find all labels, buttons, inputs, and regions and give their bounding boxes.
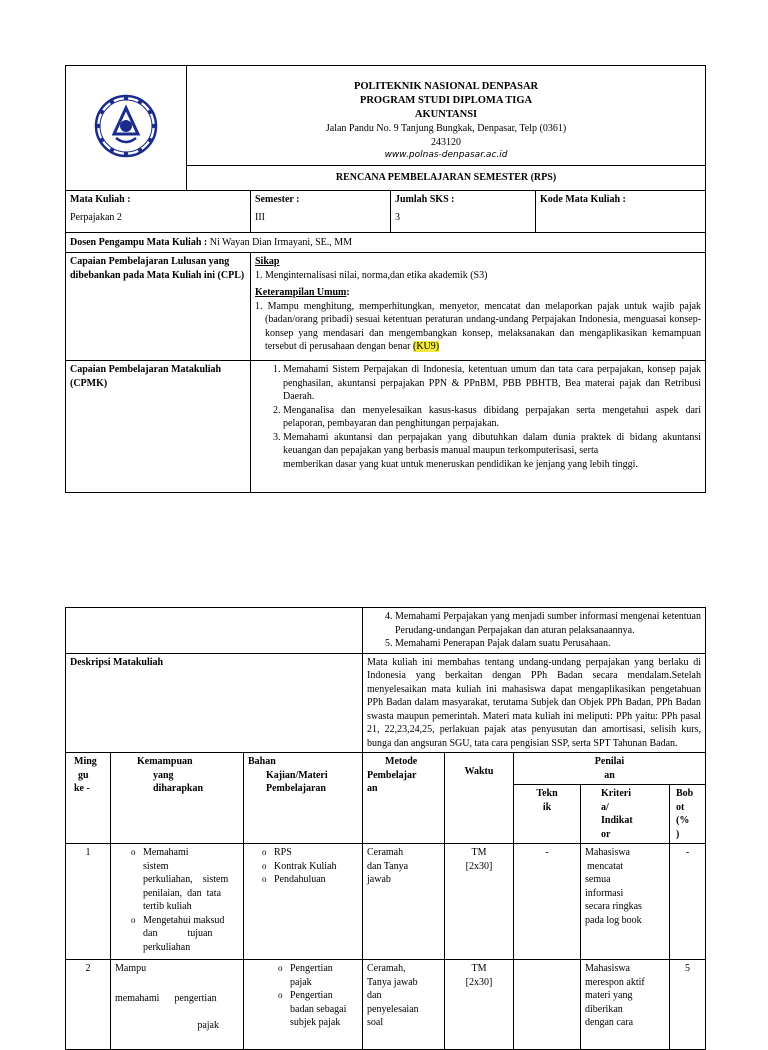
teknik-h1: Tekn [536, 788, 558, 799]
dosen-row [66, 233, 706, 253]
cpmk-continued-blank [66, 608, 363, 654]
minggu-h2: gu [78, 769, 89, 781]
keterampilan-item [255, 300, 701, 354]
semester-cell [251, 191, 391, 233]
kemampuan-item [143, 846, 239, 914]
kriteria-h3: Indikat [601, 815, 633, 826]
minggu-h3: ke - [74, 783, 90, 794]
bobot-h3: (% [676, 815, 690, 826]
kriteria-cell [581, 844, 670, 960]
metode-line: jawab [367, 874, 391, 885]
semester-label: Semester : [255, 194, 300, 205]
cpmk-item-1: 1. Memahami Sistem Perpajakan di Indonesia, ketentuan umum dan tata cara perpajakan, konsep pajak penghasilan, akuntansi perpajakan PPN & PPnBM, PBB PBHTB, Bea materai pajak dan Retribusi Daerah. [283, 363, 701, 404]
kode-cell [536, 191, 706, 233]
kriteria-line: Mahasiswa [585, 847, 630, 858]
dosen-value: Ni Wayan Dian Irmayani, SE., MM [207, 236, 353, 248]
kemampuan-line: perkuliahan, sistem [143, 874, 229, 885]
cpl-content [251, 253, 706, 361]
bahan-line: o Pengertian [290, 990, 333, 1001]
kemampuan-cell [111, 960, 244, 1050]
cpmk-item-2: 2. Menganalisa dan menyelesaikan kasus-kasus dibidang perpajakan serta mengetahui aspek dari pelaporan, pembayaran dan penghitungan perpajakan. [283, 404, 701, 431]
kriteria-h1: Kriteri [601, 788, 631, 799]
deskripsi-text: Mata kuliah ini membahas tentang undang-undang perpajakan yang berlaku di Indonesia yang berkaitan dengan PPh Badan secara mendalam.Setelah menyelesaikan mata kuliah ini mahasiswa dapat mengaplikasikan pengetahuan PPh Badan dalam masyarakat, terutama Subjek dan Objek PPh Badan, PPh Badan swasta maupun pemerintah. Materi mata kuliah ini meliputi: PPh yaitu: PPh pasal 21, 22,23,24,25, perlakuan pajak atas penyusutan dan amortisasi, selisih kurs, bunga dan angsuran SGU, tata cara pengisian SSP, serta SPT Tahunan Badan. [363, 653, 706, 753]
bahan-item: o Kontrak Kuliah [274, 860, 358, 874]
waktu-line: TM [471, 963, 487, 974]
kriteria-line: materi yang [585, 990, 633, 1001]
metode-line: Ceramah [367, 847, 404, 858]
cpmk-continued [363, 608, 706, 654]
metode-h1: Metode [385, 756, 418, 767]
kemampuan-line: Mampu [115, 963, 147, 974]
keterampilan-title: Keterampilan Umum [255, 287, 347, 298]
kemampuan-line: memahami pengertian [115, 992, 217, 1004]
col-penilaian [514, 753, 706, 785]
penilaian-h1: Penilai [594, 756, 625, 767]
metode-line: dan [367, 990, 382, 1001]
cpmk-item-3-cont: memberikan dasar yang kuat untuk meneruskan pendidikan ke jenjang yang lebih tinggi. [283, 458, 638, 470]
bahan-list [276, 962, 358, 1030]
dosen-label: Dosen Pengampu Mata Kuliah : [70, 236, 208, 248]
bahan-cell [244, 844, 363, 960]
keterampilan-text: 1. Mampu menghitung, memperhitungkan, menyetor, mencatat dan melaporkan pajak untuk wajib pajak (badan/orang pribadi) sesuai ketentuan peraturan undang-undang Perpajakan Indonesia, menguasai konsep-konsep yang mendasari dan mengembangkan konsep, melaksanakan dan mengaplikasikan kemampuan tersebut di perusahaan dengan benar [255, 300, 702, 352]
metode-line: Ceramah, [367, 963, 406, 974]
col-bobot [670, 785, 706, 844]
bobot-cell: - [670, 844, 706, 960]
logo-cell [66, 66, 187, 191]
teknik-cell: - [514, 844, 581, 960]
metode-h2: Pembelajar [367, 769, 417, 781]
kemampuan-line: pajak [197, 1020, 219, 1031]
cpmk-item-5: 5. Memahami Penerapan Pajak dalam suatu Perusahaan. [395, 637, 701, 651]
waktu-cell [445, 844, 514, 960]
sikap-title: Sikap [255, 256, 280, 267]
bobot-h2: ot [676, 801, 685, 813]
bahan-item [290, 962, 358, 989]
col-bahan [244, 753, 363, 844]
doc-title: RENCANA PEMBELAJARAN SEMESTER (RPS) [187, 166, 706, 191]
kriteria-line: merespon aktif [585, 976, 645, 988]
cpmk-label: Capaian Pembelajaran Matakuliah (CPMK) [66, 361, 251, 493]
kemampuan-h3: diharapkan [153, 783, 204, 794]
metode-cell [363, 844, 445, 960]
kriteria-line: pada log book [585, 914, 642, 926]
kriteria-line: dengan cara [585, 1017, 634, 1028]
metode-line: Tanya jawab [367, 976, 418, 988]
sks-label: Jumlah SKS : [395, 194, 455, 205]
kriteria-h2: a/ [601, 801, 609, 813]
kemampuan-line: penilaian, dan tata [143, 887, 222, 899]
table-row [66, 844, 706, 960]
metode-cell [363, 960, 445, 1050]
week-number: 1 [66, 844, 111, 960]
col-kriteria [581, 785, 670, 844]
waktu-line: TM [471, 847, 487, 858]
kemampuan-line: o Memahami [143, 847, 189, 858]
col-waktu [445, 753, 514, 844]
teknik-h2: ik [542, 801, 552, 813]
kriteria-line: informasi [585, 887, 624, 899]
col-metode [363, 753, 445, 844]
waktu-line: [2x30] [465, 976, 493, 988]
bobot-h4: ) [676, 828, 680, 840]
penilaian-h2: an [604, 769, 615, 781]
bahan-line: badan sebagai [290, 1003, 347, 1015]
bahan-h2: Kajian/Materi [266, 769, 328, 781]
semester-value: III [255, 211, 265, 223]
kriteria-line: secara ringkas [585, 901, 642, 912]
page2-table [65, 607, 706, 1050]
col-minggu [66, 753, 111, 844]
cpmk-item-4: 4. Memahami Perpajakan yang menjadi sumber informasi mengenai ketentuan Perudang-undangan Perpajakan dan aturan pelaksanaannya. [395, 610, 701, 637]
institution-name: POLITEKNIK NASIONAL DENPASAR [353, 80, 539, 92]
teknik-cell [514, 960, 581, 1050]
institution-header [187, 66, 706, 166]
sikap-item: 1. Menginternalisasi nilai, norma,dan etika akademik (S3) [255, 269, 488, 281]
bahan-line: pajak [290, 976, 312, 988]
col-teknik [514, 785, 581, 844]
minggu-h1: Ming [74, 756, 97, 767]
bobot-h1: Bob [676, 788, 694, 799]
mata-kuliah-value: Perpajakan 2 [70, 211, 122, 223]
phone: 243120 [431, 136, 462, 148]
waktu-h: Waktu [464, 766, 494, 777]
cpmk-item-3: 3. Memahami akuntansi dan perpajakan yang dibutuhkan dalam dunia praktek di bidang akuntansi keuangan dan pepajakan yang berbasis manual maupun terkomputerisasi, serta [283, 431, 701, 458]
polnas-logo [94, 94, 158, 158]
kemampuan-item [143, 914, 239, 955]
kemampuan-cell [111, 844, 244, 960]
waktu-cell [445, 960, 514, 1050]
metode-h3: an [367, 783, 378, 794]
kemampuan-list [129, 846, 239, 954]
kemampuan-line: perkuliahan [143, 941, 191, 953]
table-row [66, 960, 706, 1050]
week-number: 2 [66, 960, 111, 1050]
kriteria-line: Mahasiswa [585, 963, 630, 974]
kemampuan-line: sistem [143, 860, 169, 872]
kode-label: Kode Mata Kuliah : [540, 194, 626, 205]
page1-table [65, 65, 706, 493]
keterampilan-colon: : [346, 287, 350, 298]
sks-cell [391, 191, 536, 233]
bahan-list [260, 846, 358, 887]
cpmk-content [251, 361, 706, 493]
kriteria-cell [581, 960, 670, 1050]
cpmk-list [261, 363, 701, 458]
waktu-line: [2x30] [465, 860, 493, 872]
kemampuan-h2: yang [153, 769, 174, 781]
kriteria-line: mencatat [587, 860, 624, 872]
website-link[interactable]: www.polnas-denpasar.ac.id [384, 150, 508, 161]
bahan-item: o Pendahuluan [274, 873, 358, 887]
bahan-line: subjek pajak [290, 1017, 341, 1028]
bahan-h1: Bahan [248, 756, 276, 767]
kemampuan-line: dan tujuan [143, 928, 213, 939]
mata-kuliah-label: Mata Kuliah : [70, 194, 131, 205]
kemampuan-line: o Mengetahui maksud [143, 914, 225, 926]
metode-line: dan Tanya [367, 860, 409, 872]
kriteria-line: semua [585, 874, 611, 885]
metode-line: penyelesaian [367, 1003, 419, 1015]
ku9-code: (KU9) [413, 341, 440, 352]
deskripsi-label: Deskripsi Matakuliah [66, 653, 363, 753]
bahan-cell [244, 960, 363, 1050]
bobot-cell: 5 [670, 960, 706, 1050]
kemampuan-h1: Kemampuan [137, 756, 193, 767]
kemampuan-line: tertib kuliah [143, 901, 192, 912]
mata-kuliah-cell [66, 191, 251, 233]
department-name: AKUNTANSI [414, 109, 478, 121]
sks-value: 3 [395, 211, 400, 223]
bahan-item: o RPS [274, 846, 358, 860]
cpl-label: Capaian Pembelajaran Lulusan yang dibebankan pada Mata Kuliah ini (CPL) [66, 253, 251, 361]
program-name: PROGRAM STUDI DIPLOMA TIGA [359, 94, 533, 106]
cpmk-list-cont [373, 610, 701, 651]
bahan-h3: Pembelajaran [266, 783, 326, 794]
kriteria-line: diberikan [585, 1003, 623, 1015]
col-kemampuan [111, 753, 244, 844]
metode-line: soal [367, 1017, 384, 1028]
bahan-line: o Pengertian [290, 963, 333, 974]
address: Jalan Pandu No. 9 Tanjung Bungkak, Denpasar, Telp (0361) [325, 123, 567, 135]
bahan-item [290, 989, 358, 1030]
kriteria-h4: or [601, 828, 611, 840]
